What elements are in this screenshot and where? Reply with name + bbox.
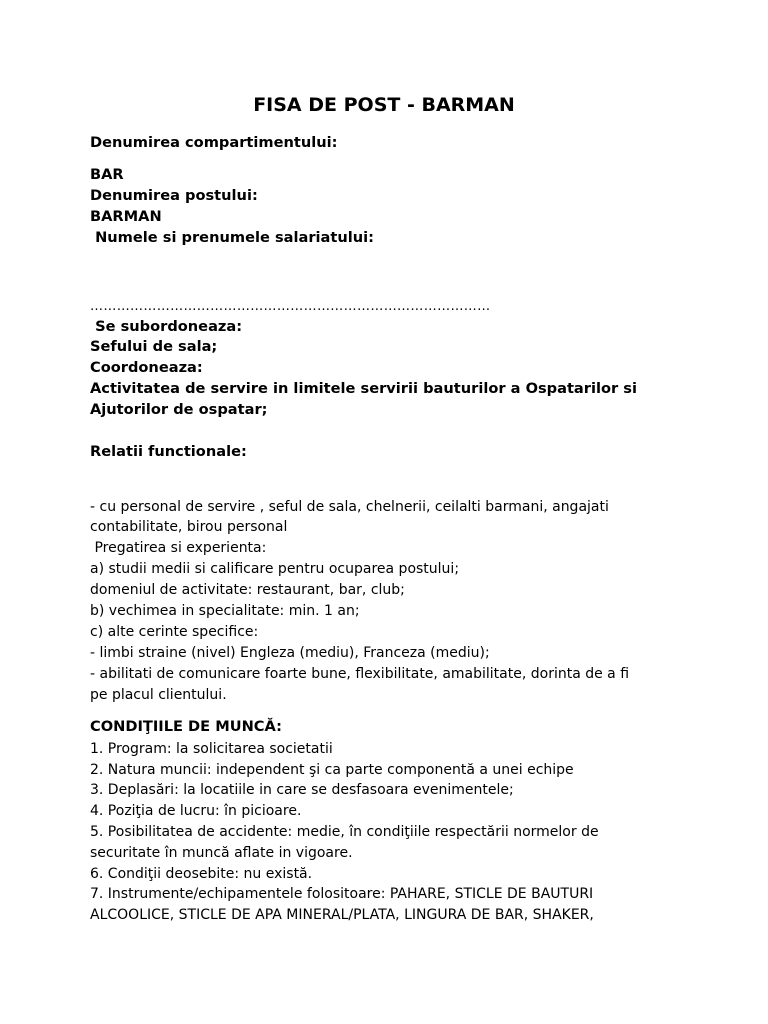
skills-line-1: - abilitati de comunicare foarte bune, flexibilitate, amabilitate, dorinta de a fi bbox=[90, 666, 630, 682]
conditions-item-5-line-2: securitate în muncă aflate in vigoare. bbox=[90, 845, 353, 861]
conditions-item-3: 3. Deplasări: la locatiile in care se desfasoara evenimentele; bbox=[90, 782, 514, 798]
conditions-item-2: 2. Natura muncii: independent şi ca parte componentă a unei echipe bbox=[90, 762, 574, 778]
conditions-item-7-line-2: ALCOOLICE, STICLE DE APA MINERAL/PLATA, LINGURA DE BAR, SHAKER, bbox=[90, 907, 594, 923]
conditions-item-5-line-1: 5. Posibilitatea de accidente: medie, în condiţiile respectării normelor de bbox=[90, 824, 599, 840]
coordinates-value-line-2: Ajutorilor de ospatar; bbox=[90, 401, 268, 418]
seniority-line: b) vechimea in specialitate: min. 1 an; bbox=[90, 603, 360, 619]
coordinates-value-line-1: Activitatea de servire in limitele servirii bauturilor a Ospatarilor si bbox=[90, 380, 637, 397]
other-requirements-line: c) alte cerinte specifice: bbox=[90, 624, 259, 640]
conditions-item-6: 6. Condiţii deosebite: nu există. bbox=[90, 866, 313, 882]
relations-label: Relatii functionale: bbox=[90, 443, 247, 460]
subordinate-label: Se subordoneaza: bbox=[90, 318, 243, 335]
conditions-item-1: 1. Program: la solicitarea societatii bbox=[90, 741, 333, 757]
compartment-value: BAR bbox=[90, 166, 124, 183]
compartment-label: Denumirea compartimentului: bbox=[90, 134, 338, 151]
conditions-item-4: 4. Poziţia de lucru: în picioare. bbox=[90, 803, 302, 819]
post-label: Denumirea postului: bbox=[90, 187, 258, 204]
conditions-heading: CONDIŢIILE DE MUNCĂ: bbox=[90, 718, 282, 735]
subordinate-value: Sefului de sala; bbox=[90, 338, 218, 355]
post-value: BARMAN bbox=[90, 208, 162, 225]
relations-line-1: - cu personal de servire , seful de sala, chelnerii, ceilalti barmani, angajati bbox=[90, 499, 609, 515]
coordinates-label: Coordoneaza: bbox=[90, 359, 203, 376]
training-label: Pregatirea si experienta: bbox=[90, 540, 267, 556]
document-title: FISA DE POST - BARMAN bbox=[253, 94, 515, 116]
employee-label: Numele si prenumele salariatului: bbox=[90, 229, 374, 246]
relations-line-2: contabilitate, birou personal bbox=[90, 519, 288, 535]
employee-name-dots: ……………………………………………………………………………… bbox=[90, 299, 491, 314]
languages-line: - limbi straine (nivel) Engleza (mediu), Franceza (mediu); bbox=[90, 645, 490, 661]
conditions-item-7-line-1: 7. Instrumente/echipamentele folositoare: PAHARE, STICLE DE BAUTURI bbox=[90, 886, 594, 902]
skills-line-2: pe placul clientului. bbox=[90, 687, 227, 703]
domain-line: domeniul de activitate: restaurant, bar, club; bbox=[90, 582, 405, 598]
studies-line: a) studii medii si calificare pentru ocuparea postului; bbox=[90, 561, 460, 577]
